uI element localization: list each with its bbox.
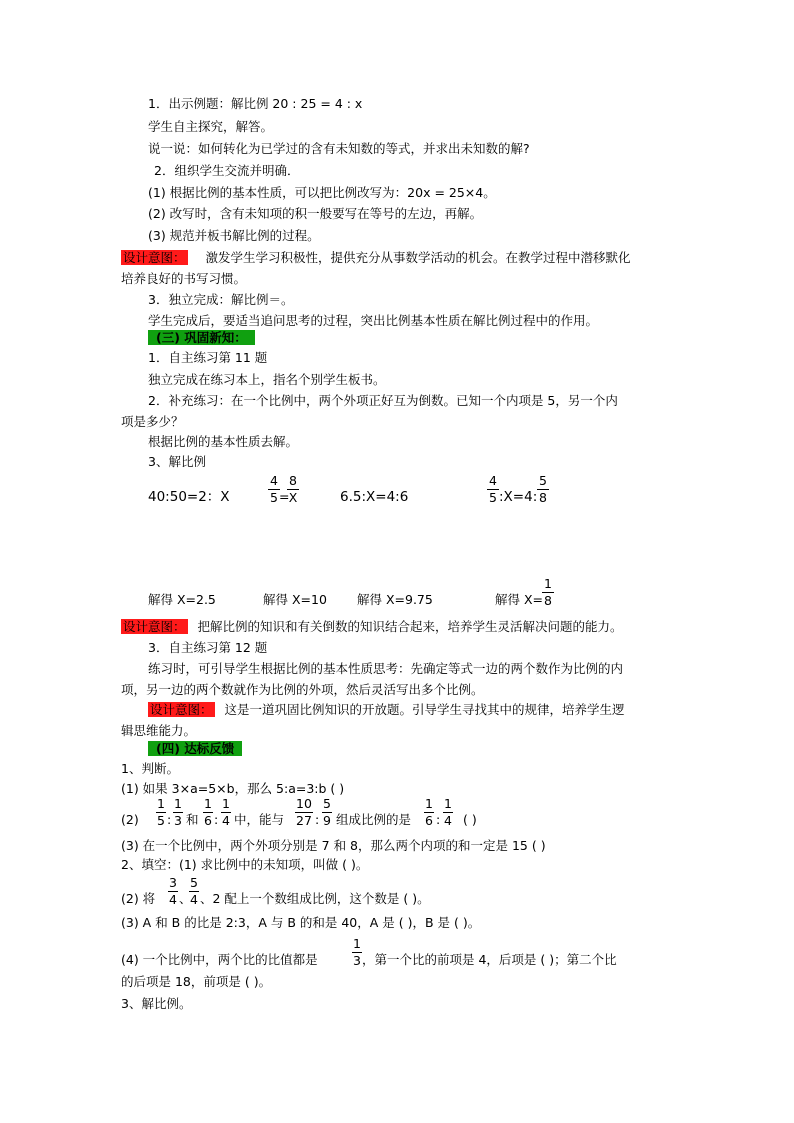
question-1-1: (1) 如果 3×a=5×b，那么 5:a=3:b ( ) <box>121 781 345 796</box>
q1-2-fraction: 1 6 <box>204 796 212 828</box>
question-1-heading: 1、判断。 <box>121 761 179 776</box>
question-1-2-prefix: (2) <box>121 812 139 827</box>
question-2-2-text: 、2 配上一个数组成比例，这个数是 ( )。 <box>200 891 430 906</box>
q1-2-fraction: 5 9 <box>323 796 331 828</box>
separator: 、 <box>179 891 192 906</box>
design-intent-1-cont: 培养良好的书写习惯。 <box>121 271 247 286</box>
eq2-equals: = <box>279 489 290 504</box>
eq4-fraction-2: 5 8 <box>537 474 549 505</box>
q1-2-fraction: 1 6 <box>425 796 433 828</box>
question-2-1: 2、填空：(1) 求比例中的未知项，叫做 ( )。 <box>121 857 369 872</box>
q2-4-fraction: 1 3 <box>353 936 361 968</box>
question-2-2-prefix: (2) 将 <box>121 891 156 906</box>
extra-practice-cont: 项是多少？ <box>121 414 184 429</box>
guide-line: 练习时，可引导学生根据比例的基本性质思考：先确定等式一边的两个数作为比例的内 <box>148 661 624 676</box>
practice-11-line: 1．自主练习第 11 题 <box>148 350 268 365</box>
independent-line: 3．独立完成：解比例＝。 <box>148 292 294 307</box>
q1-2-fraction: 1 3 <box>174 796 182 828</box>
step3-line: (3) 规范并板书解比例的过程。 <box>148 228 320 243</box>
followup-line: 学生完成后，要适当追问思考的过程，突出比例基本性质在解比例过程中的作用。 <box>148 313 599 328</box>
design-tag: 设计意图： <box>123 250 186 265</box>
colon: : <box>315 812 320 827</box>
design-intent-1 <box>121 250 631 266</box>
student-explore-line: 学生自主探究，解答。 <box>148 119 274 134</box>
colon: : <box>436 812 441 827</box>
question-2-4-b: ，第一个比的前项是 4，后项是 ( )；第二个比 <box>362 952 617 967</box>
question-1-3: (3) 在一个比例中，两个外项分别是 7 和 8，那么两个内项的和一定是 15 ( ) <box>121 838 546 853</box>
step1-line: (1) 根据比例的基本性质，可以把比例改写为：20x = 25×4。 <box>148 185 496 200</box>
q1-2-fraction: 1 4 <box>222 796 230 828</box>
section-4-heading: (四) 达标反馈 <box>148 741 242 757</box>
answer-blank: ( ) <box>463 812 477 827</box>
basic-property-line: 根据比例的基本性质去解。 <box>148 434 299 449</box>
colon: : <box>167 812 172 827</box>
practice-12-line: 3．自主练习第 12 题 <box>148 640 268 655</box>
question-3-heading: 3、解比例。 <box>121 996 192 1011</box>
q1-2-fraction: 1 4 <box>444 796 452 828</box>
design-text: 把解比例的知识和有关倒数的知识结合起来，培养学生灵活解决问题的能力。 <box>197 619 623 634</box>
design-tag: 设计意图： <box>123 619 186 634</box>
design-intent-2 <box>121 619 623 635</box>
board-line: 独立完成在练习本上，指名个别学生板书。 <box>148 372 386 387</box>
design-intent-3-cont: 辑思维能力。 <box>121 723 197 738</box>
q1-2-fraction: 10 27 <box>296 796 312 828</box>
solve-heading: 3、解比例 <box>148 454 206 469</box>
solution-1: 解得 X=2.5 <box>148 592 216 607</box>
design-intent-3 <box>148 702 625 718</box>
example-line: 1．出示例题：解比例 20 : 25 = 4 : x <box>148 96 363 111</box>
solution-4: 解得 X= <box>495 592 544 607</box>
colon: : <box>214 812 219 827</box>
solution-2: 解得 X=10 <box>263 592 327 607</box>
section-3-heading: (三) 巩固新知： <box>148 330 255 346</box>
solution-3: 解得 X=9.75 <box>357 592 433 607</box>
eq4-middle: :X=4: <box>499 489 538 505</box>
question-2-4-c: 的后项是 18，前项是 ( )。 <box>121 974 272 989</box>
design-text: 这是一道巩固比例知识的开放题。引导学生寻找其中的规律，培养学生逻 <box>224 702 625 717</box>
question-2-4-a: (4) 一个比例中，两个比的比值都是 <box>121 952 318 967</box>
and-word: 和 <box>186 812 199 827</box>
equation-1: 40:50=2：X <box>148 489 230 505</box>
eq4-fraction-1: 4 5 <box>487 474 499 505</box>
organize-line: 2．组织学生交流并明确． <box>154 163 300 178</box>
eq2-fraction-2: 8 X <box>288 473 298 505</box>
mid-text-2: 组成比例的是 <box>336 812 412 827</box>
extra-practice-line: 2．补充练习：在一个比例中，两个外项正好互为倒数。已知一个内项是 5，另一个内 <box>148 393 618 408</box>
guide-line-cont: 项，另一边的两个数就作为比例的外项，然后灵活写出多个比例。 <box>121 682 484 697</box>
question-2-3: (3) A 和 B 的比是 2:3，A 与 B 的和是 40，A 是 ( )，B 是 ( )。 <box>121 915 481 930</box>
q2-2-fraction: 3 4 <box>169 875 177 907</box>
step2-line: (2) 改写时，含有未知项的积一般要写在等号的左边，再解。 <box>148 206 483 221</box>
design-tag: 设计意图： <box>150 702 213 717</box>
q2-2-fraction: 5 4 <box>190 875 198 907</box>
equation-3: 6.5:X=4:6 <box>340 489 409 505</box>
design-text: 激发学生学习积极性，提供充分从事数学活动的机会。在教学过程中潜移默化 <box>205 250 631 265</box>
q1-2-fraction: 1 5 <box>157 796 165 828</box>
mid-text: 中，能与 <box>234 812 285 827</box>
eq2-fraction-1: 4 5 <box>268 474 280 505</box>
discussion-line: 说一说：如何转化为已学过的含有未知数的等式，并求出未知数的解? <box>148 141 530 156</box>
solution-4-fraction: 1 8 <box>542 577 554 608</box>
